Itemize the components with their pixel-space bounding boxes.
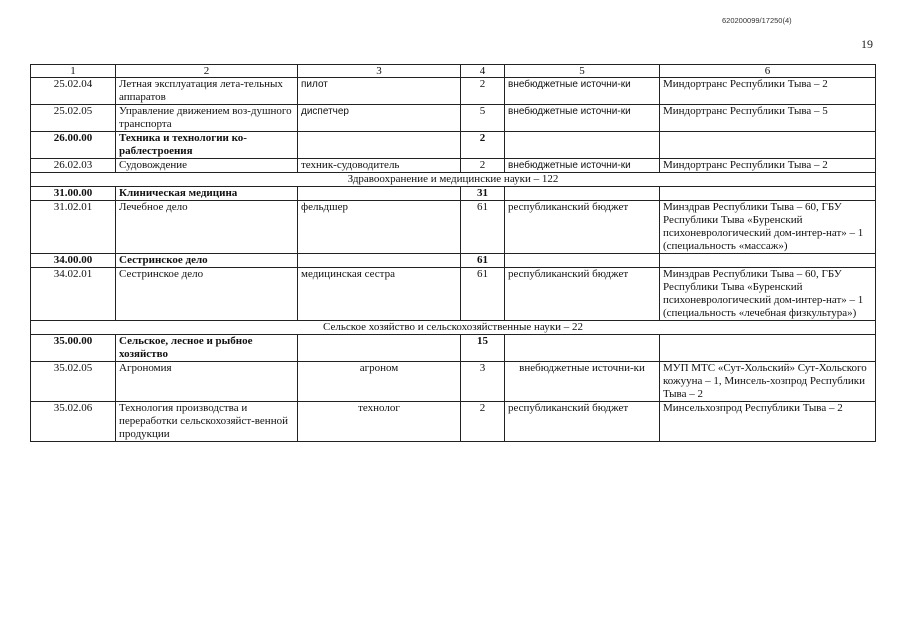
code-cell: 25.02.05 [31, 105, 116, 132]
document-code: 620200099/17250(4) [722, 16, 792, 25]
section-title: Сельское хозяйство и сельскохозяйственные науки – 22 [31, 321, 876, 335]
qualification-cell: агроном [298, 362, 461, 402]
count-cell: 3 [461, 362, 505, 402]
name-cell: Сестринское дело [116, 254, 298, 268]
count-cell: 5 [461, 105, 505, 132]
code-cell: 35.02.05 [31, 362, 116, 402]
source-cell: республиканский бюджет [505, 201, 660, 254]
source-cell: внебюджетные источни-ки [505, 105, 660, 132]
table-row [31, 201, 876, 254]
count-cell: 61 [461, 268, 505, 321]
table-row [31, 268, 876, 321]
page-number: 19 [861, 37, 873, 51]
section-title: Здравоохранение и медицинские науки – 122 [31, 173, 876, 187]
source-cell: внебюджетные источни-ки [505, 159, 660, 173]
section-row [31, 321, 876, 335]
column-header: 4 [461, 65, 505, 78]
group-row [31, 132, 876, 159]
count-cell: 61 [461, 254, 505, 268]
count-cell: 31 [461, 187, 505, 201]
column-header: 1 [31, 65, 116, 78]
group-row [31, 187, 876, 201]
count-cell: 2 [461, 78, 505, 105]
qualification-cell: пилот [298, 78, 461, 105]
code-cell: 34.00.00 [31, 254, 116, 268]
source-cell: внебюджетные источни-ки [505, 78, 660, 105]
qualification-cell: технолог [298, 402, 461, 442]
code-cell: 35.02.06 [31, 402, 116, 442]
qualification-cell [298, 187, 461, 201]
source-cell [505, 335, 660, 362]
source-cell [505, 254, 660, 268]
code-cell: 26.02.03 [31, 159, 116, 173]
code-cell: 31.02.01 [31, 201, 116, 254]
qualification-cell [298, 335, 461, 362]
count-cell: 2 [461, 159, 505, 173]
name-cell: Сельское, лесное и рыбное хозяйство [116, 335, 298, 362]
distribution-cell: Минсельхозпрод Республики Тыва – 2 [660, 402, 876, 442]
group-row [31, 254, 876, 268]
allocation-table [30, 64, 876, 442]
count-cell: 61 [461, 201, 505, 254]
column-header: 6 [660, 65, 876, 78]
column-header: 5 [505, 65, 660, 78]
distribution-cell [660, 335, 876, 362]
table-row [31, 362, 876, 402]
section-row [31, 173, 876, 187]
name-cell: Техника и технологии ко-раблестроения [116, 132, 298, 159]
name-cell: Технология производства и переработки сельскохозяйст-венной продукции [116, 402, 298, 442]
code-cell: 34.02.01 [31, 268, 116, 321]
count-cell: 15 [461, 335, 505, 362]
code-cell: 26.00.00 [31, 132, 116, 159]
source-cell: внебюджетные источни-ки [505, 362, 660, 402]
code-cell: 25.02.04 [31, 78, 116, 105]
distribution-cell: МУП МТС «Сут-Хольский» Сут-Хольского кожууна – 1, Минсель-хозпрод Республики Тыва – 2 [660, 362, 876, 402]
count-cell: 2 [461, 132, 505, 159]
qualification-cell [298, 254, 461, 268]
code-cell: 35.00.00 [31, 335, 116, 362]
source-cell: республиканский бюджет [505, 268, 660, 321]
distribution-cell: Миндортранс Республики Тыва – 2 [660, 78, 876, 105]
name-cell: Летная эксплуатация лета-тельных аппаратов [116, 78, 298, 105]
source-cell: республиканский бюджет [505, 402, 660, 442]
distribution-cell: Минздрав Республики Тыва – 60, ГБУ Республики Тыва «Буренский психоневрологический дом-интер-нат» – 1 (специальность «лечебная физкультура») [660, 268, 876, 321]
group-row [31, 335, 876, 362]
distribution-cell: Миндортранс Республики Тыва – 5 [660, 105, 876, 132]
table-row [31, 105, 876, 132]
count-cell: 2 [461, 402, 505, 442]
name-cell: Управление движением воз-душного транспорта [116, 105, 298, 132]
name-cell: Агрономия [116, 362, 298, 402]
qualification-cell: медицинская сестра [298, 268, 461, 321]
qualification-cell [298, 132, 461, 159]
column-header: 3 [298, 65, 461, 78]
table-header-row [31, 65, 876, 78]
table-row [31, 78, 876, 105]
table-row [31, 402, 876, 442]
column-header: 2 [116, 65, 298, 78]
qualification-cell: техник-судоводитель [298, 159, 461, 173]
table-row [31, 159, 876, 173]
name-cell: Клиническая медицина [116, 187, 298, 201]
code-cell: 31.00.00 [31, 187, 116, 201]
name-cell: Лечебное дело [116, 201, 298, 254]
distribution-cell: Минздрав Республики Тыва – 60, ГБУ Республики Тыва «Буренский психоневрологический дом-интер-нат» – 1 (специальность «массаж») [660, 201, 876, 254]
source-cell [505, 132, 660, 159]
distribution-cell [660, 132, 876, 159]
distribution-cell: Миндортранс Республики Тыва – 2 [660, 159, 876, 173]
qualification-cell: фельдшер [298, 201, 461, 254]
distribution-cell [660, 187, 876, 201]
name-cell: Судовождение [116, 159, 298, 173]
qualification-cell: диспетчер [298, 105, 461, 132]
source-cell [505, 187, 660, 201]
name-cell: Сестринское дело [116, 268, 298, 321]
distribution-cell [660, 254, 876, 268]
